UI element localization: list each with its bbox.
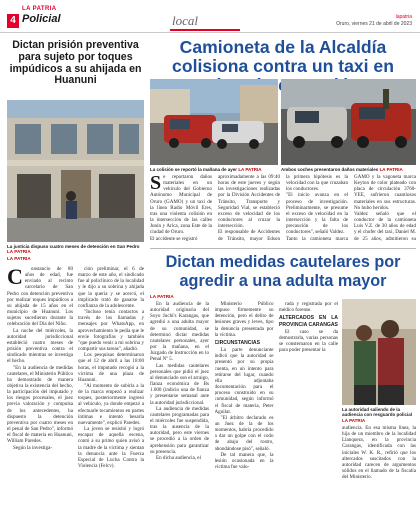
main-story-photo-2 bbox=[281, 79, 416, 165]
paragraph: aproximadamente a las 09:40 horas de este jueves y según las investigaciones realizadas por la División Accidentes de Tránsito, Transporte y Seguridad Vial, se estableció exceso de velocidad de los conductores al cruzar la intersección. bbox=[218, 174, 280, 230]
subhead-altercados: ALTERCADOS EN LA PROVINCIA CARANGAS bbox=[279, 315, 338, 328]
main-photo-2-caption bbox=[281, 167, 416, 172]
caption-text: La colisión se reportó la mañana de ayer bbox=[150, 167, 238, 172]
paragraph: onstancio de 80 años de edad, fue enviado al recinto carcelario de San Pedro con detención preventiva por realizar toques impúdicos a su ahijada de 15 años en el municipio de Huanuni. Los sujetos sucedieron durante la celebración del Día del Niño. bbox=[7, 266, 73, 328]
paragraph: En la audiencia de la autoridad originaria del Soyo Juchi's Karangas, que agredió a una adulta mayor de su comunidad, se determinó dictar medidas cautelares personales, ayer por la mañana, en el Juzgado de Instrucción en lo Penal Nº 5. bbox=[150, 301, 209, 363]
caption-source: LA PATRIA bbox=[379, 167, 403, 172]
second-story-side-column bbox=[342, 425, 416, 525]
paragraph: Las medidas cautelares personales que pidió el juez al denunciado son el arraigo, fianza económica de Bs 1.000 (indicio una de fianza y presentarse semanal ante la autoridad jurisdiccional. bbox=[150, 362, 209, 406]
paragraph: "En la audiencia de medidas cautelares, el Ministerio Público ha demostrado de manera objetiva la existencia del hecho, la participación del imputado y los riesgos procesales, el juez previa valoración y compulsa de los antecedentes, ha dispuesto la detención preventiva por cuatro meses en el penal de San Pedro", informó el fiscal de materia en Huanuni, William Paredes. bbox=[7, 364, 73, 445]
second-story-byline: LA PATRIA bbox=[150, 294, 174, 299]
paragraph: La noche del miércoles, la autoridad jurisdiccional estableció cuatro meses de prisión preventiva contra el sindicado mientras se investiga el hecho. bbox=[7, 327, 73, 365]
caption-text: La autoridad saliendo de la audiencia con resguardo policial bbox=[342, 407, 413, 418]
paragraph: El caso se da demostrarla, varias personas se consternaron en la calle para poder presentar la bbox=[279, 328, 338, 354]
page-header bbox=[0, 0, 420, 33]
second-column-3 bbox=[279, 301, 338, 524]
left-story-headline: Dictan prisión preventiva para sujeto por toques impúdicos a su ahijada en Huanuni bbox=[9, 39, 142, 87]
dateline: Oruro, viernes 21 de abril de 2023 bbox=[336, 21, 412, 27]
main-column-4 bbox=[354, 174, 416, 242]
left-story-photo bbox=[7, 100, 144, 242]
caption-text: Ambos coches presentaron daños materiales bbox=[281, 167, 379, 172]
paragraph: "Al momento de subirla a la de la marca empezó a realizar toques, posteriormente ingresó al vehículo, ya donde empezó a efectuarle tocamientos en partes íntimas e intentó besarla nuevamente", explicó Paredes. bbox=[78, 382, 144, 426]
paragraph: La audiencia de medidas cautelares programadas para el miércoles fue suspendida, tras la ausencia de la autoridad, pero este viernes se procedió a la orden de aprehensión para garantizar su presencia. bbox=[150, 405, 209, 455]
left-column-2 bbox=[78, 266, 144, 524]
paragraph: Valdez señaló que el conductor de la camioneta Luis V.Z. de 30 años de edad y el chofer del taxi, Daniel M. de 25 años, admitieron su bbox=[354, 210, 416, 242]
paragraph: audiencia. En esa misma línea, la hija de un miembro de la localidad Llanquera, en la provincia Carangas, identificada con las iniciales W. K. R., refirió que los altercados suscitados con la autoridad carecen de argumentos sólidos en el llamado de la fiscalía del Ministerio. bbox=[342, 425, 416, 481]
paragraph: "El inicio avanza en el proceso de investigación. Preliminarmente, se presume el exceso de velocidad en la intersección y la falta de precaución de los conductores", señaló Valdez. bbox=[286, 192, 348, 236]
second-photo-caption bbox=[342, 407, 416, 423]
paragraph: ción preliminar, el 6 de marzo de este año, el sindicado fue al policlínico de la localidad y le dijo a su sobrina y ahijada que la quería y se acercó, el implicado trató de ganarse la confianza de la adolescente. bbox=[78, 266, 144, 309]
subhead-circunstancias: CIRCUNSTANCIAS bbox=[214, 339, 260, 346]
left-column-1 bbox=[7, 266, 73, 524]
second-column-2 bbox=[215, 301, 274, 524]
paragraph: La parte denunciante indicó que la autoridad se presentó por su propia cuenta, en un intento para retirarse del lugar, cuando ella adjuntaba documentación para el proceso construido en su comunidad, según informó el fiscal de materia, Peter Aguilar. bbox=[214, 347, 274, 415]
brand-name: LA PATRIA bbox=[22, 6, 57, 12]
paragraph: El accidente se registró bbox=[150, 235, 198, 242]
brand-section: Policial bbox=[22, 13, 61, 25]
paragraph: Según la investiga- bbox=[13, 444, 53, 451]
left-story-caption bbox=[7, 244, 144, 255]
paragraph: la primera hipótesis es la velocidad con la que cruzaban los conductores. bbox=[286, 174, 348, 193]
police-station-photo bbox=[7, 100, 144, 242]
second-story-headline: Dictan medidas cautelares por agredir a una adulta mayor bbox=[165, 253, 401, 290]
main-column-3 bbox=[286, 174, 348, 242]
paragraph: Los pesquisas determinaron que el 12 de abril a las 18:00 horas, el imputado recogió a la víctima de una plaza de Huanuni. bbox=[78, 352, 144, 383]
main-column-2 bbox=[218, 174, 280, 242]
main-photo-1-caption bbox=[150, 167, 278, 172]
left-caption-text: La justicia dispuso cuatro meses de detención en San Pedro bbox=[7, 244, 140, 249]
main-story-headline: Camioneta de la Alcaldía colisiona contra un taxi en bbox=[172, 37, 394, 77]
caption-source: LA PATRIA bbox=[342, 417, 366, 423]
paragraph: En dicha audiencia, el bbox=[156, 454, 201, 461]
left-dropcap: C bbox=[7, 266, 23, 289]
second-column-1 bbox=[150, 301, 209, 524]
collision-photo bbox=[150, 79, 278, 165]
left-caption-source: LA PATRIA bbox=[7, 249, 31, 255]
main-column-1 bbox=[150, 174, 212, 242]
left-story-byline: LA PATRIA bbox=[7, 256, 31, 261]
page-number: 4 bbox=[7, 14, 19, 28]
paragraph: De tal manera que, la lesión ocasionada en la víctima fue valo- bbox=[214, 451, 274, 471]
paragraph: rada y registrada por el médico forense. bbox=[279, 301, 338, 314]
second-column-4 bbox=[342, 425, 416, 480]
paragraph: "El árbitro declarado es un Juez de la de los momentos, habría procedido a dar un golpe con el codo de abajo del rostro, ahondándose pisó", señaló. bbox=[214, 414, 274, 452]
story-divider bbox=[150, 248, 416, 249]
caption-source: LA PATRIA bbox=[238, 167, 262, 172]
main-story-photo-1 bbox=[150, 79, 278, 165]
paragraph: La joven se resistió y logró escapar de aquella escena, contó a su primo quien avisó a la madre de la víctima y sientan la denuncia ante la Fuerza Especial de Lucha Contra la Violencia (Felcv). bbox=[78, 426, 144, 469]
newspaper-logo bbox=[22, 6, 80, 25]
section-underline bbox=[170, 29, 240, 31]
second-story-photo bbox=[342, 299, 416, 405]
escorted-authority-photo bbox=[342, 299, 416, 405]
damaged-vehicles-photo bbox=[281, 79, 416, 165]
second-story-body bbox=[150, 301, 338, 524]
paragraph: Tanto la camioneta marca bbox=[286, 235, 348, 242]
paragraph: GAMO y la vagoneta marca Keyton de color plateado con placa de circulación 3760-YEE, sufrieron cuantiosos materiales en sus estructuras. No hubo heridos. bbox=[354, 174, 416, 211]
paragraph: El responsable de Accidentes de Tránsito, mayor Edson bbox=[218, 229, 280, 242]
site-name: lapatria bbox=[395, 14, 412, 20]
section-title: local bbox=[172, 13, 198, 28]
left-story-body bbox=[7, 266, 144, 524]
paragraph: e reportaron daños materiales en un vehículo del Gobierno Autónomo Municipal de Oruro (GAMO) y un taxi de la línea Radio Móvil Eres, tras una violenta colisión en la intersección de las calles Junín y Arica, zona Este de la ciudad de Oruro. bbox=[150, 174, 212, 236]
paragraph: "Incluso tenía contactos a través de los llamadas y mensajes por WhatsApp, en aprovechamiento le pedía que le envíe fotografías y también "que puedo venir a mi sobrina y compartir sus tareas", añadió. bbox=[78, 309, 144, 353]
paragraph: Ministerio Público impuso firmemente su detención, pero el delito de lesiones graves y leves, tipo la denuncia presentada por la víctima. bbox=[214, 301, 274, 338]
main-dropcap: S bbox=[150, 174, 162, 194]
main-story-body bbox=[150, 174, 416, 242]
